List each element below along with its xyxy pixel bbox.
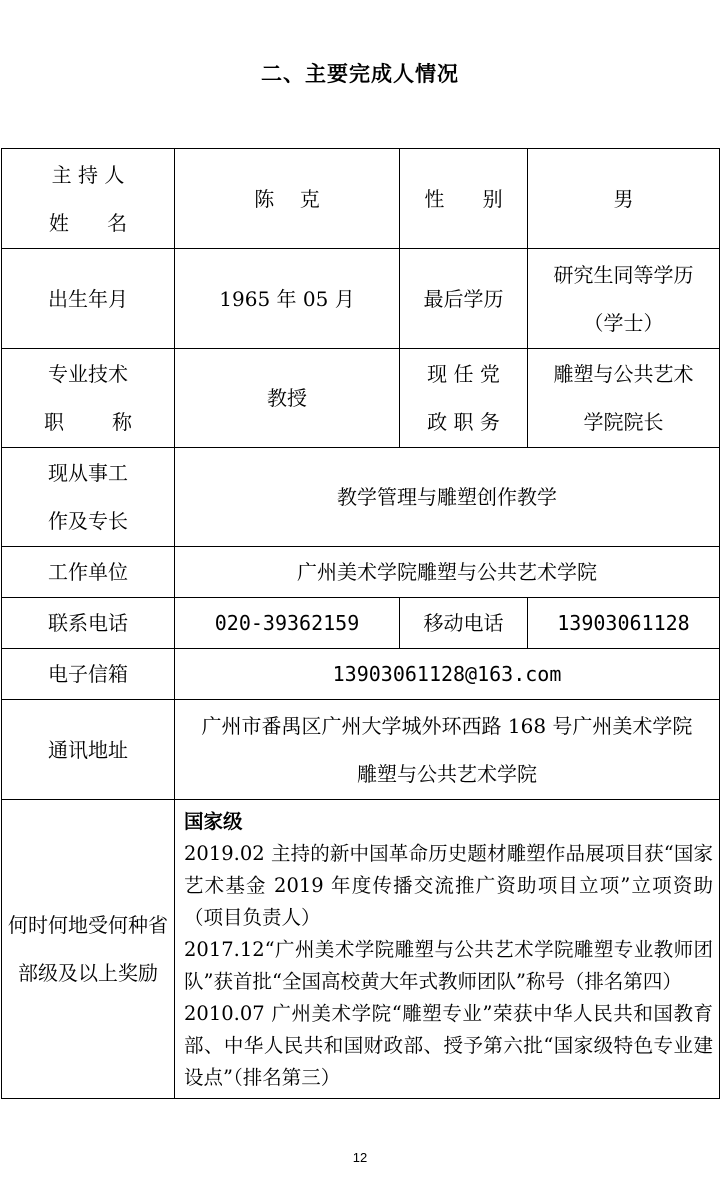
table-row bbox=[2, 249, 720, 349]
gender-label: 性 别 bbox=[400, 149, 528, 249]
address-label: 通讯地址 bbox=[2, 700, 175, 800]
value-line: 研究生同等学历 bbox=[553, 262, 694, 287]
education-value bbox=[528, 249, 720, 349]
work-label bbox=[2, 448, 175, 547]
professional-title-value: 教授 bbox=[175, 349, 400, 448]
label-line: 主 持 人 bbox=[51, 162, 125, 187]
page-number: 12 bbox=[352, 1150, 368, 1165]
value-line: 雕塑与公共艺术 bbox=[553, 362, 694, 386]
label-line: 现从事工 bbox=[48, 461, 128, 485]
award-item: 2017.12“广州美术学院雕塑与公共艺术学院雕塑专业教师团队”获首批“全国高校黄大年式教师团队”称号（排名第四） bbox=[184, 938, 713, 993]
table-row bbox=[2, 149, 720, 249]
email-value: 13903061128@163.com bbox=[175, 649, 720, 700]
label-line: 部级及以上奖励 bbox=[18, 961, 158, 985]
table-row bbox=[2, 700, 720, 800]
label-line: 作及专长 bbox=[48, 509, 128, 533]
table-row bbox=[2, 349, 720, 448]
awards-label bbox=[2, 800, 175, 1099]
post-value bbox=[528, 349, 720, 448]
email-label: 电子信箱 bbox=[2, 649, 175, 700]
section-title: 二、主要完成人情况 bbox=[261, 62, 459, 86]
phone-label: 联系电话 bbox=[2, 598, 175, 649]
label-line: 专业技术 bbox=[48, 362, 128, 386]
address-value bbox=[175, 700, 720, 800]
mobile-value: 13903061128 bbox=[528, 598, 720, 649]
label-line: 姓 名 bbox=[48, 210, 128, 235]
awards-list bbox=[175, 800, 720, 1099]
host-name-value: 陈 克 bbox=[175, 149, 400, 249]
mobile-label: 移动电话 bbox=[400, 598, 528, 649]
value-line: 学院院长 bbox=[583, 410, 664, 434]
unit-value: 广州美术学院雕塑与公共艺术学院 bbox=[175, 547, 720, 598]
award-item: 2010.07 广州美术学院“雕塑专业”荣获中华人民共和国教育部、中华人民共和国财政部、授予第六批“国家级特色专业建设点”（排名第三） bbox=[184, 1002, 713, 1089]
table-row bbox=[2, 649, 720, 700]
value-line: 广州市番禺区广州大学城外环西路 168 号广州美术学院 bbox=[201, 713, 693, 738]
birth-label: 出生年月 bbox=[2, 249, 175, 349]
table-row bbox=[2, 800, 720, 1099]
award-item: 2019.02 主持的新中国革命历史题材雕塑作品展项目获“国家艺术基金 2019 年度传播交流推广资助项目立项”立项资助（项目负责人） bbox=[184, 842, 713, 929]
post-label bbox=[400, 349, 528, 448]
label-line: 职称 bbox=[44, 410, 132, 434]
personnel-info-table bbox=[1, 148, 720, 1099]
value-line: （学士） bbox=[583, 310, 664, 335]
host-name-label bbox=[2, 149, 175, 249]
value-line: 雕塑与公共艺术学院 bbox=[357, 761, 537, 786]
table-row bbox=[2, 547, 720, 598]
label-line: 何时何地受何种省 bbox=[8, 913, 168, 937]
professional-title-label bbox=[2, 349, 175, 448]
birth-value: 1965 年 05 月 bbox=[175, 249, 400, 349]
label-line: 政 职 务 bbox=[427, 410, 500, 434]
education-label: 最后学历 bbox=[400, 249, 528, 349]
unit-label: 工作单位 bbox=[2, 547, 175, 598]
table-row bbox=[2, 448, 720, 547]
phone-value: 020-39362159 bbox=[175, 598, 400, 649]
awards-level: 国家级 bbox=[184, 810, 243, 833]
label-line: 现 任 党 bbox=[427, 362, 500, 386]
work-value: 教学管理与雕塑创作教学 bbox=[175, 448, 720, 547]
gender-value: 男 bbox=[528, 149, 720, 249]
table-row bbox=[2, 598, 720, 649]
